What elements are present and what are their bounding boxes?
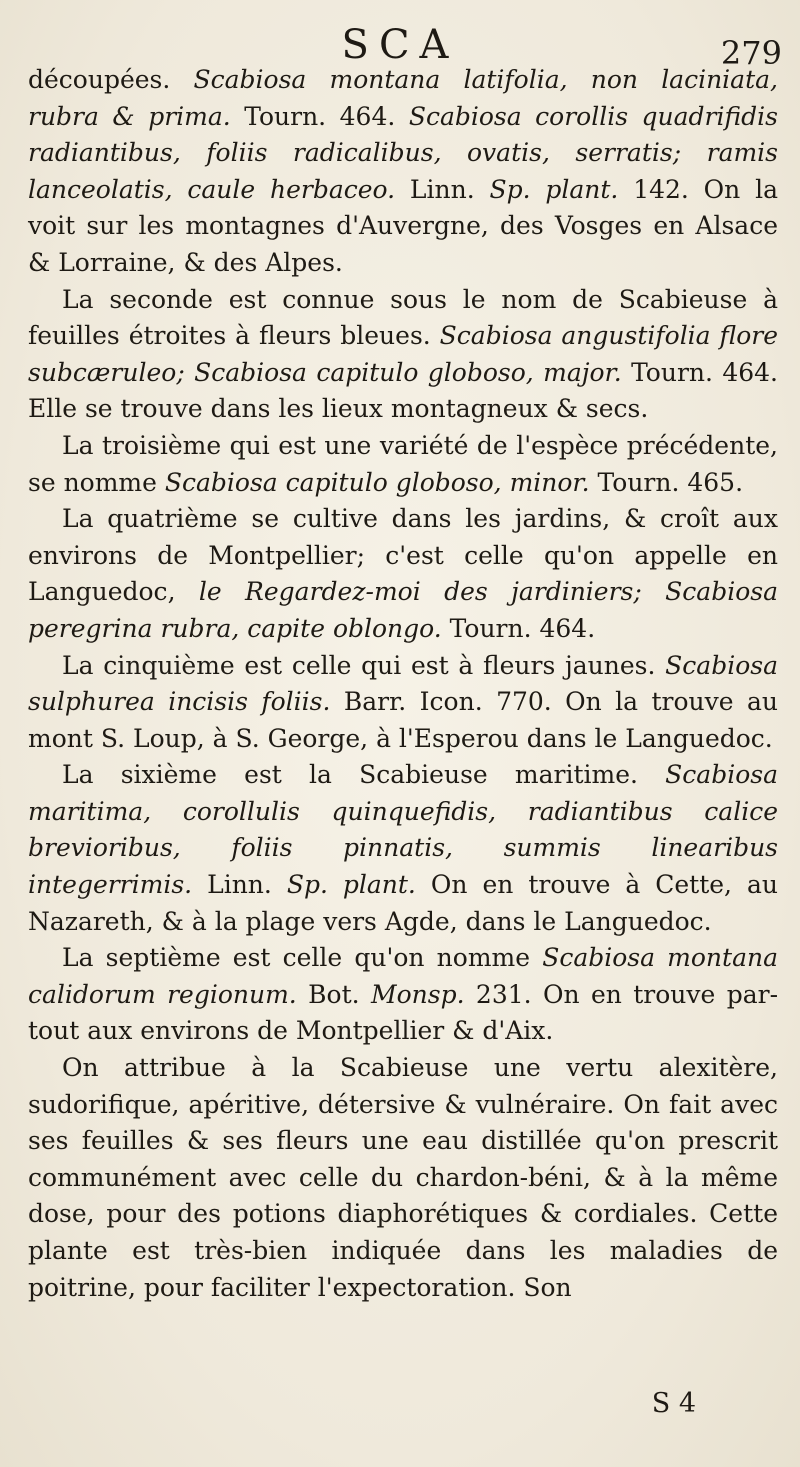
text-segment: La quatrième se cultive dans les jardins, & croît aux environs de Montpellier; c'est celle qu'on appelle en Languedoc, (28, 504, 778, 607)
body-text (28, 62, 778, 1306)
text-segment: Tourn. 464. Elle se trouve dans les lieux montagneux & secs. (28, 357, 778, 424)
text-segment: La seconde est connue sous le nom de Scabieuse à feuilles étroites à fleurs bleues. (28, 284, 778, 351)
paragraph (28, 940, 778, 1050)
italic-text-segment: Scabiosa corollis quadrifidis radiantibus, foliis radicalibus, ovatis, serratis; ramis lanceolatis, caule herbaceo. (28, 101, 779, 204)
page-number: 279 (720, 34, 782, 72)
paragraph (28, 428, 778, 501)
text-segment: découpées. (28, 65, 194, 94)
italic-text-segment: Sp. plant. (286, 870, 416, 900)
italic-text-segment: Monsp. (370, 979, 465, 1009)
text-segment: 231. On en trouve par-tout aux environs de Montpellier & d'Aix. (28, 979, 779, 1046)
text-segment: On en trouve à Cette, au Nazareth, & à la plage vers Agde, dans le Languedoc. (28, 870, 778, 936)
italic-text-segment: Scabiosa montana calidorum regionum. (28, 943, 778, 1009)
italic-text-segment: Scabiosa maritima, corollulis quinquefidis, radiantibus calice brevioribus, foliis pinnatis, summis linearibus integerrimis. (28, 760, 778, 900)
text-segment: On attribue à la Scabieuse une vertu alexitère, sudorifique, apéritive, détersive & vulnéraire. On fait avec ses feuilles & ses fleurs une eau distillée qu'on prescrit communément avec celle du chardon-béni, & à la même dose, pour des potions diaphorétiques & cordiales. Cette plante est très-bien indiquée dans les maladies de poitrine, pour faciliter l'expectoration. Son (28, 1053, 778, 1302)
italic-text-segment: Scabiosa capitulo globoso, minor. (164, 467, 590, 497)
text-segment: Tourn. 465. (589, 467, 744, 497)
paragraph (28, 1050, 778, 1306)
text-segment: La cinquième est celle qui est à fleurs jaunes. (62, 650, 666, 680)
text-segment: La septième est celle qu'on nomme (62, 943, 543, 973)
text-segment: Tourn. 464. (230, 101, 409, 131)
text-segment: Tourn. 464. (441, 613, 596, 643)
signature-mark: S 4 (651, 1388, 696, 1419)
text-segment: Linn. (395, 174, 490, 204)
italic-text-segment: Scabiosa sulphurea incisis foliis. (28, 650, 778, 717)
text-segment: La sixième est la Scabieuse maritime. (62, 760, 666, 790)
text-segment: Barr. Icon. 770. On la trouve au mont S. Loup, à S. George, à l'Esperou dans le Languedoc. (28, 687, 778, 753)
paragraph (28, 648, 778, 758)
text-segment: 142. On la voit sur les montagnes d'Auvergne, des Vosges en Alsace & Lorraine, & des Alpes. (28, 174, 778, 277)
page-header (0, 8, 800, 72)
paragraph (28, 757, 778, 940)
text-segment: Bot. (296, 979, 371, 1009)
italic-text-segment: le Regardez-moi des jardiniers; Scabiosa peregrina rubra, capite oblongo. (28, 577, 778, 643)
paragraph (28, 501, 778, 647)
text-segment: Linn. (192, 870, 287, 900)
italic-text-segment: Scabiosa montana latifolia, non laciniata, rubra & prima. (28, 65, 778, 131)
paragraph (28, 282, 778, 428)
text-segment: La troisième qui est une variété de l'espèce précédente, se nomme (28, 430, 778, 497)
italic-text-segment: Sp. plant. (489, 174, 619, 204)
running-head: SCA (341, 22, 459, 68)
italic-text-segment: Scabiosa angustifolia flore subcæruleo; Scabiosa capitulo globoso, major. (28, 321, 778, 387)
paragraph (28, 62, 778, 282)
